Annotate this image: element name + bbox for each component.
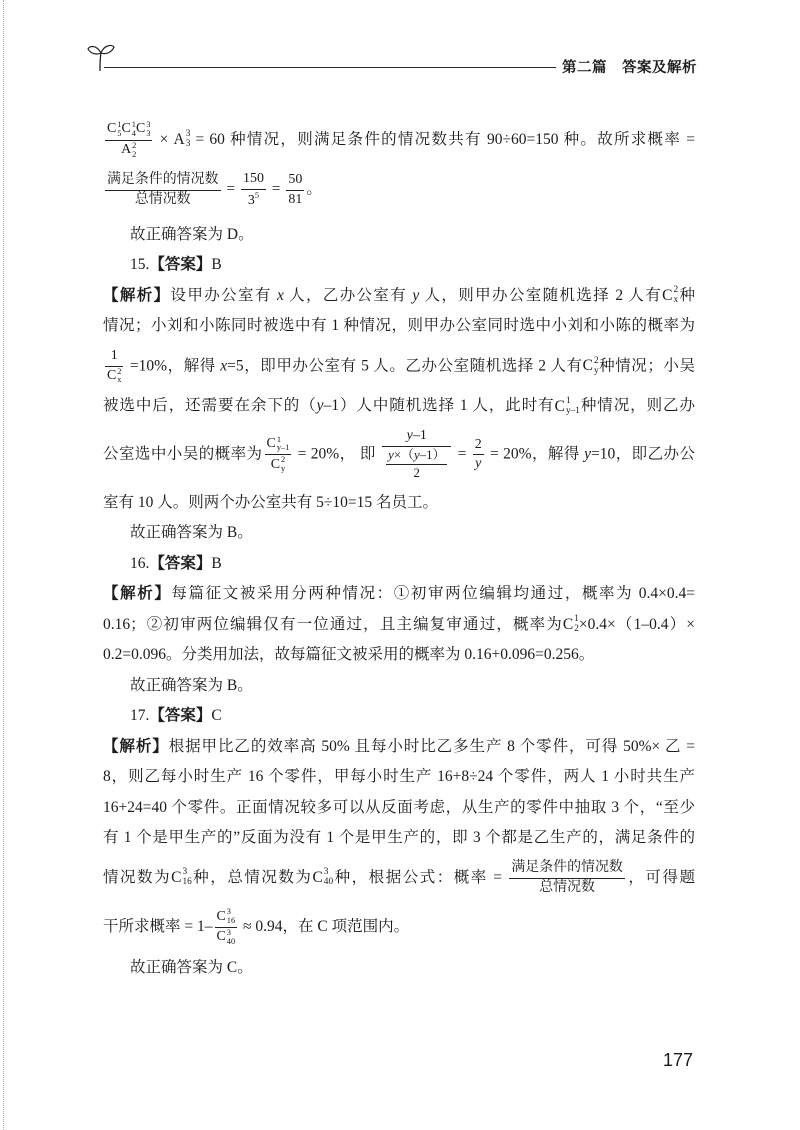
conclusion-line <box>103 518 695 549</box>
text-run: 故正确答案为 D。 <box>130 225 254 243</box>
text-run: –1 <box>412 428 427 444</box>
bold-label: 【解析】 <box>103 585 172 603</box>
text-run: 0.2=0.096。分类用加法，故每篇征文被采用的概率为 0.16+0.096=0.256。 <box>103 646 595 664</box>
superscript: 2 <box>132 140 137 150</box>
text-run: 设甲办公室有 <box>170 286 277 304</box>
text-run: 总情况数 <box>539 879 595 895</box>
fraction-denominator <box>473 456 483 473</box>
sprout-icon <box>86 40 116 74</box>
analysis-paragraph <box>103 281 695 518</box>
symbol-base: C <box>662 286 673 304</box>
math-variable: y <box>388 447 394 462</box>
combination-symbol <box>121 121 135 139</box>
text-run: 故正确答案为 B。 <box>130 676 253 694</box>
superscript: 3 <box>226 907 231 917</box>
math-variable: y <box>413 447 420 462</box>
combination-symbol <box>312 863 333 894</box>
fraction-denominator <box>105 368 123 386</box>
script-stack <box>227 929 235 947</box>
combination-symbol <box>583 351 599 382</box>
text-run: 种情况；小吴 <box>598 357 695 375</box>
fraction-bar <box>265 454 292 455</box>
bold-label: 【解析】 <box>103 737 169 755</box>
exponent: 5 <box>254 191 260 201</box>
fraction-bar <box>105 190 221 191</box>
superscript: 2 <box>280 455 286 465</box>
text-run: 15. <box>130 256 150 274</box>
combination-symbol <box>563 610 579 641</box>
text-line <box>103 579 695 610</box>
text-run: ×（ <box>393 447 414 462</box>
fraction <box>386 448 447 482</box>
fraction-bar <box>473 454 484 455</box>
math-variable: y <box>475 456 482 472</box>
fraction-bar <box>382 446 451 447</box>
text-run: –1） <box>419 447 446 462</box>
fraction-bar <box>215 927 238 928</box>
text-run: × <box>154 130 174 148</box>
math-variable: y <box>412 286 420 304</box>
text-line <box>103 391 695 422</box>
text-run: 150 <box>243 171 264 187</box>
text-run: 16. <box>130 554 150 572</box>
script-stack <box>281 456 285 474</box>
text-run: 8，则乙每小时生产 16 个零件，甲每小时生产 16+8÷24 个零件，两人 1 小时共生产 <box>103 768 695 786</box>
text-line <box>103 854 695 902</box>
text-run: 被选中后，还需要在余下的（ <box>103 397 317 415</box>
script-stack <box>227 908 235 926</box>
fraction <box>105 172 221 208</box>
text-line <box>103 311 695 342</box>
symbol-base: C <box>554 397 565 415</box>
fraction-bar <box>386 464 447 465</box>
text-run: 故正确答案为 C。 <box>130 958 253 976</box>
fraction <box>105 348 123 385</box>
text-line <box>103 549 695 580</box>
page-number: 177 <box>663 1050 694 1070</box>
page-body <box>103 115 695 983</box>
text-line <box>103 732 695 763</box>
text-line <box>103 902 695 952</box>
fraction <box>215 908 238 946</box>
text-run: 种，总情况数为 <box>191 868 313 886</box>
combination-symbol <box>121 142 136 160</box>
text-line <box>103 610 695 641</box>
symbol-base: C <box>171 868 182 886</box>
combination-symbol <box>107 368 121 386</box>
combination-symbol <box>174 125 191 156</box>
combination-symbol <box>267 436 290 454</box>
fraction-denominator <box>246 191 261 210</box>
text-line <box>103 165 695 215</box>
subscript: 16 <box>182 877 192 888</box>
text-run: 种 <box>678 286 695 304</box>
text-line <box>103 953 695 984</box>
bold-label: 【答案】 <box>149 554 212 572</box>
math-variable: y <box>584 445 592 463</box>
superscript: 1 <box>117 120 122 129</box>
symbol-base: A <box>173 130 185 148</box>
math-variable: x <box>220 357 228 375</box>
subscript: 3 <box>185 139 191 150</box>
subscript: 4 <box>131 128 136 138</box>
superscript: 1 <box>131 120 136 129</box>
conclusion-line <box>103 953 695 984</box>
text-run: 每篇征文被采用分两种情况：①初审两位编辑均通过，概率为 0.4×0.4= <box>171 585 695 603</box>
fraction-numerator <box>405 428 429 445</box>
fraction <box>382 428 451 482</box>
fraction <box>509 860 625 896</box>
subscript: 2 <box>574 624 579 635</box>
fraction-denominator <box>412 466 422 481</box>
symbol-base: C <box>266 436 276 452</box>
combination-symbol <box>271 456 285 474</box>
fraction-numerator <box>105 121 152 139</box>
fraction-bar <box>286 190 304 191</box>
fraction-numerator <box>241 171 266 188</box>
superscript: 2 <box>117 366 122 376</box>
text-run: 干所求概率 = 1– <box>103 918 213 936</box>
text-line <box>103 793 695 824</box>
symbol-base: C <box>562 615 574 633</box>
math-variable: y <box>316 397 324 415</box>
text-run: 81 <box>288 192 303 208</box>
analysis-paragraph <box>103 732 695 953</box>
bold-label: 【答案】 <box>149 707 212 725</box>
fraction-numerator <box>509 860 625 877</box>
symbol-base: A <box>121 142 132 158</box>
subscript: y–1 <box>276 443 290 453</box>
fraction-denominator <box>119 142 138 160</box>
symbol-base: C <box>216 908 226 924</box>
text-run: 50 <box>288 172 303 188</box>
subscript: 40 <box>226 936 236 946</box>
text-line <box>103 823 695 854</box>
bold-label: 【解析】 <box>103 286 171 304</box>
text-run: 有 1 个是甲生产的”反面为没有 1 个是甲生产的，即 3 个都是乙生产的，满足条件的 <box>103 829 695 847</box>
subscript: 40 <box>323 877 334 888</box>
subscript: y <box>280 464 286 474</box>
power-base: 3 <box>247 193 255 209</box>
text-run: =10%，解得 <box>125 357 221 375</box>
running-header-title: 第二篇 答案及解析 <box>562 60 697 76</box>
header-rule <box>104 67 556 68</box>
superscript: 3 <box>185 129 191 140</box>
continuation-paragraph <box>103 115 695 216</box>
combination-symbol <box>136 121 150 139</box>
script-stack <box>146 121 150 139</box>
text-run: C <box>211 707 222 725</box>
text-run: 0.16；②初审两位编辑仅有一位通过，且主编复审通过，概率为 <box>103 615 563 633</box>
symbol-base: C <box>107 121 117 137</box>
fraction <box>265 436 292 474</box>
combination-symbol <box>217 929 236 947</box>
superscript: 1 <box>276 434 281 444</box>
text-run: = <box>453 445 471 463</box>
fraction-numerator <box>109 348 120 365</box>
text-run: B <box>211 256 222 274</box>
subscript: 3 <box>146 128 151 138</box>
text-run: 2 <box>413 466 420 481</box>
text-line <box>103 342 695 391</box>
text-run: 人，乙办公室有 <box>283 286 413 304</box>
text-run: 种，根据公式：概率 = <box>333 868 508 886</box>
fraction-numerator <box>105 172 221 189</box>
text-line <box>103 640 695 671</box>
text-run: 16+24=40 个零件。正面情况较多可以从反面考虑，从生产的零件中抽取 3 个，“至少 <box>103 798 695 816</box>
power-expression <box>248 193 259 208</box>
text-run: = <box>267 181 285 199</box>
fraction-denominator <box>133 192 193 209</box>
answer-heading <box>103 701 695 732</box>
subscript: y <box>593 365 599 376</box>
text-run: = <box>222 181 239 199</box>
superscript: 1 <box>574 614 579 625</box>
text-run: 故正确答案为 B。 <box>130 524 253 542</box>
fraction-numerator <box>286 172 304 189</box>
text-run: 满足条件的情况数 <box>511 859 623 875</box>
fraction-denominator <box>382 448 451 482</box>
text-run: 1 <box>110 347 118 363</box>
fraction <box>286 172 304 208</box>
script-stack <box>566 397 580 417</box>
fraction <box>241 171 266 209</box>
scan-edge <box>3 0 4 1130</box>
text-run: ×0.4×（1–0.4）× <box>578 615 695 633</box>
symbol-base: C <box>121 121 131 137</box>
text-run: B <box>211 554 222 572</box>
symbol-base: C <box>107 368 117 384</box>
symbol-base: C <box>312 868 323 886</box>
text-line <box>103 671 695 702</box>
symbol-base: C <box>216 929 226 945</box>
fraction-numerator <box>215 908 238 926</box>
text-run: 室有 10 人。则两个办公室共有 5÷10=15 名员工。 <box>103 493 438 511</box>
bold-label: 【答案】 <box>149 256 212 274</box>
subscript: 16 <box>226 916 236 926</box>
text-run: 。 <box>306 181 322 199</box>
subscript: y–1 <box>565 405 580 416</box>
fraction-bar <box>105 140 152 141</box>
fraction-denominator <box>269 456 287 474</box>
combination-symbol <box>171 863 192 894</box>
text-run: 2 <box>474 436 482 452</box>
text-run: 17. <box>130 707 150 725</box>
analysis-paragraph <box>103 579 695 671</box>
text-line <box>103 518 695 549</box>
text-line <box>103 220 695 251</box>
text-run: =10，即乙办公 <box>591 445 696 463</box>
text-line <box>103 422 695 488</box>
combination-symbol <box>217 908 236 926</box>
subscript: 5 <box>117 128 122 138</box>
text-line <box>103 762 695 793</box>
text-line <box>103 250 695 281</box>
script-stack <box>117 368 121 386</box>
text-line <box>103 701 695 732</box>
text-run: = 60 种情况，则满足条件的情况数共有 90÷60=150 种。故所求概率 = <box>190 130 695 148</box>
text-run: 公室选中小吴的概率为 <box>103 445 263 463</box>
math-variable: y <box>406 428 413 444</box>
text-line <box>103 488 695 519</box>
subscript: 2 <box>132 149 137 159</box>
subscript: x <box>117 375 122 385</box>
superscript: 2 <box>593 355 599 366</box>
text-run: 种情况，则乙办 <box>579 397 695 415</box>
subscript: x <box>673 295 679 306</box>
superscript: 3 <box>146 120 151 129</box>
answer-heading <box>103 549 695 580</box>
text-run: 情况数为 <box>103 868 172 886</box>
text-line <box>103 115 695 165</box>
combination-symbol <box>662 281 678 312</box>
combination-symbol <box>555 392 580 423</box>
text-run: = 20%， 即 <box>293 445 381 463</box>
fraction-bar <box>241 189 266 190</box>
fraction-numerator <box>265 436 292 454</box>
text-run: 人，则甲办公室随机选择 2 人有 <box>419 286 663 304</box>
superscript: 3 <box>226 927 231 937</box>
symbol-base: C <box>135 121 146 137</box>
fraction-numerator <box>473 437 484 454</box>
text-run: = 20%，解得 <box>485 445 585 463</box>
superscript: 3 <box>182 867 188 878</box>
superscript: 3 <box>323 867 329 878</box>
text-run: ，可得题 <box>626 868 695 886</box>
text-run: –1）人中随机选择 1 人，此时有 <box>323 397 555 415</box>
superscript: 1 <box>565 396 571 407</box>
text-run: 情况；小刘和小陈同时被选中有 1 种情况，则甲办公室同时选中小刘和小陈的概率为 <box>103 317 695 335</box>
conclusion-line <box>103 671 695 702</box>
symbol-base: C <box>582 357 593 375</box>
symbol-base: C <box>270 456 280 472</box>
fraction-numerator <box>386 448 447 463</box>
fraction <box>105 121 152 159</box>
text-run: 总情况数 <box>134 192 191 208</box>
fraction-denominator <box>286 192 304 209</box>
conclusion-line <box>103 220 695 251</box>
math-variable: x <box>276 286 284 304</box>
script-stack <box>324 868 333 888</box>
superscript: 2 <box>673 285 679 296</box>
answer-heading <box>103 250 695 281</box>
text-run: ≈ 0.94，在 C 项范围内。 <box>239 918 410 936</box>
fraction <box>473 437 484 473</box>
fraction-bar <box>509 878 625 879</box>
fraction-denominator <box>215 929 238 947</box>
text-line <box>103 281 695 312</box>
combination-symbol <box>107 121 121 139</box>
text-run: 满足条件的情况数 <box>107 172 219 188</box>
text-run: =5，即甲办公室有 5 人。乙办公室随机选择 2 人有 <box>227 357 583 375</box>
script-stack <box>132 142 136 160</box>
fraction-denominator <box>537 880 597 897</box>
text-run: 根据甲比乙的效率高 50% 且每小时比乙多生产 8 个零件，可得 50%× 乙 = <box>168 737 695 755</box>
script-stack <box>277 436 290 454</box>
script-stack <box>182 868 191 888</box>
